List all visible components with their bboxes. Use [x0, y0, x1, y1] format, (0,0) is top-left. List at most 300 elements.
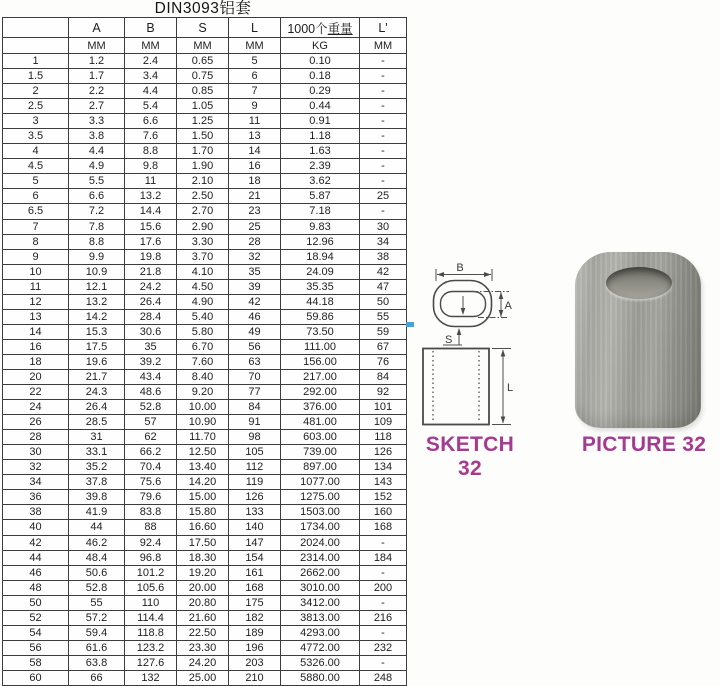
value-cell: 17.50: [177, 535, 229, 550]
table-row: [3, 84, 407, 99]
value-cell: 216: [360, 610, 407, 625]
unit-b: MM: [125, 38, 177, 54]
row-size-cell: 12: [3, 294, 69, 309]
value-cell: 88: [125, 520, 177, 535]
value-cell: 21.7: [69, 369, 125, 384]
value-cell: 61.6: [69, 640, 125, 655]
value-cell: 50: [360, 294, 407, 309]
value-cell: 5.87: [281, 189, 360, 204]
value-cell: 55: [69, 595, 125, 610]
value-cell: 200: [360, 580, 407, 595]
value-cell: 66.2: [125, 445, 177, 460]
row-size-cell: 32: [3, 460, 69, 475]
center-arrow-down: [461, 308, 466, 315]
value-cell: 21.60: [177, 610, 229, 625]
value-cell: 13.2: [125, 189, 177, 204]
value-cell: 9.9: [69, 249, 125, 264]
value-cell: 110: [125, 595, 177, 610]
value-cell: 11: [125, 174, 177, 189]
value-cell: 44: [69, 520, 125, 535]
value-cell: 5326.00: [281, 655, 360, 670]
value-cell: 1503.00: [281, 505, 360, 520]
value-cell: 9: [229, 99, 281, 114]
value-cell: -: [360, 174, 407, 189]
value-cell: 2.50: [177, 189, 229, 204]
corner-cell: [3, 18, 69, 38]
value-cell: 3.70: [177, 249, 229, 264]
value-cell: -: [360, 204, 407, 219]
value-cell: 52.8: [125, 400, 177, 415]
row-size-cell: 42: [3, 535, 69, 550]
value-cell: 112: [229, 460, 281, 475]
value-cell: 25.00: [177, 670, 229, 685]
value-cell: 14.20: [177, 475, 229, 490]
table-row: [3, 354, 407, 369]
value-cell: 2.90: [177, 219, 229, 234]
value-cell: 42: [360, 264, 407, 279]
value-cell: 75.6: [125, 475, 177, 490]
row-size-cell: 1: [3, 54, 69, 69]
b-arrow-left: [437, 272, 444, 277]
value-cell: 210: [229, 670, 281, 685]
value-cell: 7: [229, 84, 281, 99]
value-cell: 18.30: [177, 550, 229, 565]
value-cell: 12.96: [281, 234, 360, 249]
table-row: [3, 69, 407, 84]
table-row: [3, 580, 407, 595]
value-cell: 30: [360, 219, 407, 234]
value-cell: 49: [229, 324, 281, 339]
row-size-cell: 50: [3, 595, 69, 610]
value-cell: 175: [229, 595, 281, 610]
value-cell: 91: [229, 415, 281, 430]
value-cell: 1077.00: [281, 475, 360, 490]
value-cell: 70: [229, 369, 281, 384]
value-cell: 35: [229, 264, 281, 279]
value-cell: 232: [360, 640, 407, 655]
value-cell: -: [360, 595, 407, 610]
table-row: [3, 490, 407, 505]
table-row: [3, 400, 407, 415]
value-cell: 147: [229, 535, 281, 550]
table-row: [3, 460, 407, 475]
side-view-rect: [423, 349, 489, 425]
value-cell: 4.4: [69, 144, 125, 159]
value-cell: 123.2: [125, 640, 177, 655]
row-size-cell: 13: [3, 309, 69, 324]
value-cell: 2662.00: [281, 565, 360, 580]
value-cell: 1275.00: [281, 490, 360, 505]
value-cell: 7.8: [69, 219, 125, 234]
value-cell: 42: [229, 294, 281, 309]
value-cell: -: [360, 144, 407, 159]
value-cell: 25: [229, 219, 281, 234]
row-size-cell: 3.5: [3, 129, 69, 144]
value-cell: 4.9: [69, 159, 125, 174]
value-cell: 5.80: [177, 324, 229, 339]
row-size-cell: 24: [3, 400, 69, 415]
value-cell: 46: [229, 309, 281, 324]
value-cell: 57.2: [69, 610, 125, 625]
s-arrow-up: [457, 328, 462, 335]
value-cell: 11.70: [177, 430, 229, 445]
value-cell: 23: [229, 204, 281, 219]
value-cell: -: [360, 565, 407, 580]
value-cell: 76: [360, 354, 407, 369]
value-cell: 57: [125, 415, 177, 430]
value-cell: 481.00: [281, 415, 360, 430]
table-row: [3, 595, 407, 610]
value-cell: 26.4: [125, 294, 177, 309]
table-row: [3, 415, 407, 430]
row-size-cell: 22: [3, 385, 69, 400]
row-size-cell: 58: [3, 655, 69, 670]
value-cell: 48.6: [125, 385, 177, 400]
value-cell: 37.8: [69, 475, 125, 490]
value-cell: 5: [229, 54, 281, 69]
value-cell: 7.60: [177, 354, 229, 369]
value-cell: 126: [360, 445, 407, 460]
table-row: [3, 565, 407, 580]
value-cell: 28.5: [69, 415, 125, 430]
value-cell: 101: [360, 400, 407, 415]
value-cell: 1.63: [281, 144, 360, 159]
value-cell: 196: [229, 640, 281, 655]
value-cell: 10.00: [177, 400, 229, 415]
value-cell: 9.20: [177, 385, 229, 400]
a-arrow-up: [499, 292, 504, 299]
value-cell: 24.2: [125, 279, 177, 294]
value-cell: 34: [360, 234, 407, 249]
value-cell: 7.6: [125, 129, 177, 144]
value-cell: 98: [229, 430, 281, 445]
value-cell: 1734.00: [281, 520, 360, 535]
unit-l: MM: [229, 38, 281, 54]
value-cell: 30.6: [125, 324, 177, 339]
table-row: [3, 189, 407, 204]
row-size-cell: 2.5: [3, 99, 69, 114]
value-cell: 2024.00: [281, 535, 360, 550]
picture-caption: PICTURE 32: [581, 433, 707, 456]
value-cell: 4.50: [177, 279, 229, 294]
value-cell: 13.40: [177, 460, 229, 475]
value-cell: 28.4: [125, 309, 177, 324]
value-cell: 4772.00: [281, 640, 360, 655]
value-cell: 73.50: [281, 324, 360, 339]
table-row: [3, 159, 407, 174]
value-cell: 24.09: [281, 264, 360, 279]
value-cell: 50.6: [69, 565, 125, 580]
unit-corner: [3, 38, 69, 54]
row-size-cell: 40: [3, 520, 69, 535]
value-cell: 168: [360, 520, 407, 535]
value-cell: 1.70: [177, 144, 229, 159]
b-arrow-right: [484, 272, 491, 277]
value-cell: 15.00: [177, 490, 229, 505]
value-cell: 119: [229, 475, 281, 490]
value-cell: 17.6: [125, 234, 177, 249]
value-cell: 114.4: [125, 610, 177, 625]
table-row: [3, 144, 407, 159]
value-cell: 0.75: [177, 69, 229, 84]
value-cell: 3.3: [69, 114, 125, 129]
table-row: [3, 625, 407, 640]
row-size-cell: 10: [3, 264, 69, 279]
value-cell: 12.50: [177, 445, 229, 460]
value-cell: 12.1: [69, 279, 125, 294]
table-row: [3, 174, 407, 189]
value-cell: 8.8: [69, 234, 125, 249]
col-header-l: L: [229, 18, 281, 38]
value-cell: 19.20: [177, 565, 229, 580]
value-cell: 603.00: [281, 430, 360, 445]
value-cell: 14: [229, 144, 281, 159]
value-cell: -: [360, 84, 407, 99]
value-cell: 59.4: [69, 625, 125, 640]
value-cell: 133: [229, 505, 281, 520]
value-cell: 2.39: [281, 159, 360, 174]
value-cell: 4.10: [177, 264, 229, 279]
table-row: [3, 520, 407, 535]
value-cell: 14.2: [69, 309, 125, 324]
value-cell: 5880.00: [281, 670, 360, 685]
table-row: [3, 99, 407, 114]
unit-s: MM: [177, 38, 229, 54]
row-size-cell: 16: [3, 339, 69, 354]
value-cell: 6.70: [177, 339, 229, 354]
value-cell: 92.4: [125, 535, 177, 550]
spec-table: [2, 17, 407, 686]
value-cell: 16: [229, 159, 281, 174]
unit-a: MM: [69, 38, 125, 54]
value-cell: 0.65: [177, 54, 229, 69]
value-cell: 1.18: [281, 129, 360, 144]
value-cell: 11: [229, 114, 281, 129]
col-header-l2: L': [360, 18, 407, 38]
table-row: [3, 369, 407, 384]
value-cell: 67: [360, 339, 407, 354]
value-cell: 1.05: [177, 99, 229, 114]
table-row: [3, 505, 407, 520]
value-cell: 84: [229, 400, 281, 415]
value-cell: -: [360, 99, 407, 114]
value-cell: 156.00: [281, 354, 360, 369]
value-cell: 126: [229, 490, 281, 505]
value-cell: 1.25: [177, 114, 229, 129]
table-row: [3, 640, 407, 655]
row-size-cell: 18: [3, 354, 69, 369]
value-cell: 13.2: [69, 294, 125, 309]
row-size-cell: 4.5: [3, 159, 69, 174]
value-cell: 6.6: [125, 114, 177, 129]
value-cell: -: [360, 655, 407, 670]
value-cell: 84: [360, 369, 407, 384]
row-size-cell: 36: [3, 490, 69, 505]
table-row: [3, 550, 407, 565]
value-cell: 21: [229, 189, 281, 204]
sketch-diagram: [405, 250, 555, 480]
value-cell: 101.2: [125, 565, 177, 580]
value-cell: 33.1: [69, 445, 125, 460]
value-cell: 109: [360, 415, 407, 430]
page-title: DIN3093铝套: [154, 0, 252, 17]
value-cell: 248: [360, 670, 407, 685]
value-cell: 31: [69, 430, 125, 445]
value-cell: 5.4: [125, 99, 177, 114]
value-cell: 39.8: [69, 490, 125, 505]
value-cell: 118.8: [125, 625, 177, 640]
value-cell: 19.6: [69, 354, 125, 369]
value-cell: 59.86: [281, 309, 360, 324]
value-cell: 56: [229, 339, 281, 354]
value-cell: 2314.00: [281, 550, 360, 565]
value-cell: 19.8: [125, 249, 177, 264]
value-cell: 28: [229, 234, 281, 249]
value-cell: 292.00: [281, 385, 360, 400]
row-size-cell: 20: [3, 369, 69, 384]
value-cell: 0.18: [281, 69, 360, 84]
value-cell: 15.80: [177, 505, 229, 520]
value-cell: 3.8: [69, 129, 125, 144]
table-row: [3, 234, 407, 249]
table-row: [3, 655, 407, 670]
value-cell: 6.6: [69, 189, 125, 204]
value-cell: 55: [360, 309, 407, 324]
value-cell: -: [360, 625, 407, 640]
table-row: [3, 610, 407, 625]
value-cell: 18.94: [281, 249, 360, 264]
unit-l2: MM: [360, 38, 407, 54]
value-cell: 39: [229, 279, 281, 294]
value-cell: 1.90: [177, 159, 229, 174]
table-row: [3, 475, 407, 490]
value-cell: 2.10: [177, 174, 229, 189]
value-cell: 143: [360, 475, 407, 490]
value-cell: 26.4: [69, 400, 125, 415]
value-cell: 63: [229, 354, 281, 369]
value-cell: 15.3: [69, 324, 125, 339]
sleeve-hole: [606, 267, 672, 299]
row-size-cell: 2: [3, 84, 69, 99]
value-cell: 10.90: [177, 415, 229, 430]
col-header-b: B: [125, 18, 177, 38]
row-size-cell: 44: [3, 550, 69, 565]
value-cell: 161: [229, 565, 281, 580]
value-cell: 184: [360, 550, 407, 565]
col-header-s: S: [177, 18, 229, 38]
value-cell: 17.5: [69, 339, 125, 354]
row-size-cell: 6: [3, 189, 69, 204]
value-cell: 39.2: [125, 354, 177, 369]
value-cell: 203: [229, 655, 281, 670]
value-cell: 62: [125, 430, 177, 445]
value-cell: 134: [360, 460, 407, 475]
value-cell: 4.90: [177, 294, 229, 309]
value-cell: 105: [229, 445, 281, 460]
value-cell: 15.6: [125, 219, 177, 234]
dim-label-l: L: [507, 382, 514, 394]
row-size-cell: 9: [3, 249, 69, 264]
value-cell: 25: [360, 189, 407, 204]
dim-label-s: S: [445, 334, 453, 346]
value-cell: 9.83: [281, 219, 360, 234]
row-size-cell: 54: [3, 625, 69, 640]
value-cell: 43.4: [125, 369, 177, 384]
row-size-cell: 11: [3, 279, 69, 294]
table-row: [3, 219, 407, 234]
table-row: [3, 535, 407, 550]
unit-weight: KG: [281, 38, 360, 54]
value-cell: -: [360, 535, 407, 550]
value-cell: 20.00: [177, 580, 229, 595]
value-cell: 132: [125, 670, 177, 685]
row-size-cell: 8: [3, 234, 69, 249]
value-cell: 739.00: [281, 445, 360, 460]
value-cell: 96.8: [125, 550, 177, 565]
value-cell: -: [360, 69, 407, 84]
col-header-weight: [281, 18, 360, 38]
value-cell: 897.00: [281, 460, 360, 475]
value-cell: 0.85: [177, 84, 229, 99]
value-cell: 35.2: [69, 460, 125, 475]
row-size-cell: 5: [3, 174, 69, 189]
row-size-cell: 60: [3, 670, 69, 685]
dim-label-a: A: [504, 300, 512, 312]
row-size-cell: 1.5: [3, 69, 69, 84]
weight-header-prefix: 1000个: [287, 21, 328, 36]
sleeve-photo: [575, 252, 701, 428]
table-row: [3, 129, 407, 144]
value-cell: 1.7: [69, 69, 125, 84]
table-row: [3, 445, 407, 460]
sketch-caption: SKETCH 32: [425, 433, 515, 480]
value-cell: 63.8: [69, 655, 125, 670]
spec-table-head: [3, 18, 407, 54]
value-cell: 7.18: [281, 204, 360, 219]
value-cell: 182: [229, 610, 281, 625]
value-cell: 21.8: [125, 264, 177, 279]
value-cell: 3.62: [281, 174, 360, 189]
value-cell: 4293.00: [281, 625, 360, 640]
table-row: [3, 385, 407, 400]
value-cell: 35: [125, 339, 177, 354]
value-cell: 38: [360, 249, 407, 264]
row-size-cell: 6.5: [3, 204, 69, 219]
value-cell: 47: [360, 279, 407, 294]
value-cell: 376.00: [281, 400, 360, 415]
table-row: [3, 309, 407, 324]
value-cell: 59: [360, 324, 407, 339]
value-cell: 2.70: [177, 204, 229, 219]
spec-table-body: [3, 54, 407, 686]
value-cell: 160: [360, 505, 407, 520]
value-cell: 127.6: [125, 655, 177, 670]
value-cell: 18: [229, 174, 281, 189]
row-size-cell: 7: [3, 219, 69, 234]
l-arrow-down: [501, 417, 506, 424]
value-cell: 46.2: [69, 535, 125, 550]
value-cell: 189: [229, 625, 281, 640]
value-cell: 41.9: [69, 505, 125, 520]
value-cell: -: [360, 159, 407, 174]
table-row: [3, 670, 407, 685]
value-cell: 1.50: [177, 129, 229, 144]
value-cell: 14.4: [125, 204, 177, 219]
value-cell: 5.40: [177, 309, 229, 324]
value-cell: 13: [229, 129, 281, 144]
value-cell: -: [360, 129, 407, 144]
weight-header-underlined: 重量: [327, 21, 353, 36]
